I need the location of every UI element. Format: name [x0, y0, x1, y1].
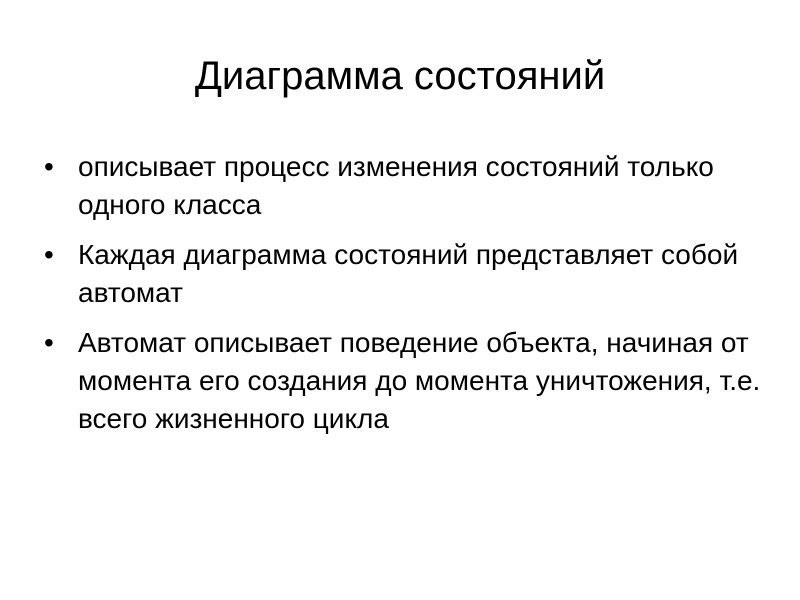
bullet-list	[44, 148, 764, 450]
bullet-text: описывает процесс изменения состояний только одного класса	[78, 151, 714, 220]
bullet-text: Автомат описывает поведение объекта, начиная от момента его создания до момента уничтожения, т.е. всего жизненного цикла	[78, 327, 761, 434]
bullet-marker: •	[44, 239, 54, 270]
bullet-marker: •	[44, 151, 54, 182]
slide-title: Диаграмма состояний	[194, 54, 606, 98]
bullet-item	[44, 324, 764, 438]
bullet-item	[44, 148, 764, 224]
bullet-item	[44, 236, 764, 312]
bullet-marker: •	[44, 327, 54, 358]
bullet-text: Каждая диаграмма состояний представляет собой автомат	[78, 239, 739, 308]
